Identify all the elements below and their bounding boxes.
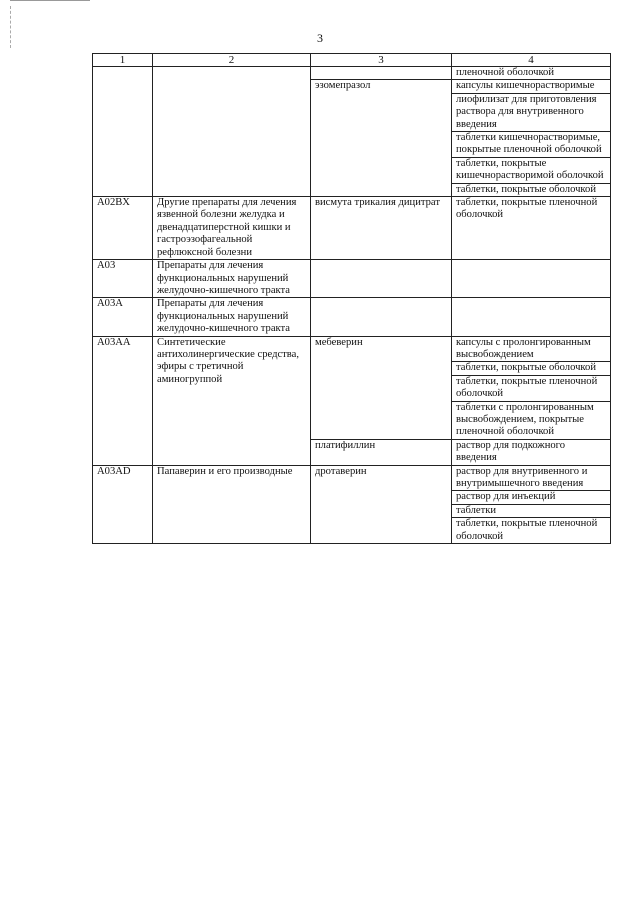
form-cell: таблетки, покрытые кишечнорастворимой оболочкой [452,157,611,183]
drug-cell: висмута трикалия дицитрат [311,197,452,260]
form-cell: таблетки, покрытые пленочной оболочкой [452,518,611,544]
table-row [93,465,611,491]
page-number: 3 [317,31,323,45]
code-cell: A03AA [93,336,153,465]
drug-table [92,53,611,544]
form-cell: лиофилизат для приготовления раствора для внутривенного введения [452,93,611,131]
drug-cell [311,67,452,80]
form-cell: таблетки кишечнорастворимые, покрытые пленочной оболочкой [452,132,611,158]
drug-cell: дротаверин [311,465,452,543]
table-row [93,197,611,260]
form-cell: раствор для внутривенного и внутримышечного введения [452,465,611,491]
code-cell [93,67,153,197]
group-name-cell: Препараты для лечения функциональных нарушений желудочно-кишечного тракта [153,298,311,336]
table-header-row [93,54,611,67]
form-cell: таблетки, покрытые пленочной оболочкой [452,197,611,260]
form-cell: таблетки, покрытые оболочкой [452,362,611,375]
table-row [93,260,611,298]
form-cell: капсулы кишечнорастворимые [452,80,611,93]
table-row [93,67,611,80]
scan-artifact-line [10,0,90,1]
form-cell: пленочной оболочкой [452,67,611,80]
drug-cell: эзомепразол [311,80,452,197]
header-col-3: 3 [311,54,452,67]
form-cell: раствор для инъекций [452,491,611,504]
form-cell: капсулы с пролонгированным высвобождением [452,336,611,362]
form-cell: таблетки с пролонгированным высвобождением, покрытые пленочной оболочкой [452,401,611,439]
group-name-cell: Препараты для лечения функциональных нарушений желудочно-кишечного тракта [153,260,311,298]
header-col-4: 4 [452,54,611,67]
drug-cell: платифиллин [311,439,452,465]
drug-cell: мебеверин [311,336,452,439]
form-cell [452,260,611,298]
table-row [93,298,611,336]
group-name-cell: Другие препараты для лечения язвенной болезни желудка и двенадцатиперстной кишки и гастроэзофагеальной рефлюксной болезни [153,197,311,260]
form-cell [452,298,611,336]
code-cell: A02BX [93,197,153,260]
group-name-cell [153,67,311,197]
header-col-2: 2 [153,54,311,67]
group-name-cell: Папаверин и его производные [153,465,311,543]
group-name-cell: Синтетические антихолинергические средства, эфиры с третичной аминогруппой [153,336,311,465]
form-cell: таблетки, покрытые оболочкой [452,183,611,196]
form-cell: таблетки, покрытые пленочной оболочкой [452,375,611,401]
header-col-1: 1 [93,54,153,67]
table-row [93,336,611,362]
code-cell: A03AD [93,465,153,543]
code-cell: A03A [93,298,153,336]
drug-cell [311,260,452,298]
drug-cell [311,298,452,336]
form-cell: раствор для подкожного введения [452,439,611,465]
code-cell: A03 [93,260,153,298]
form-cell: таблетки [452,504,611,517]
